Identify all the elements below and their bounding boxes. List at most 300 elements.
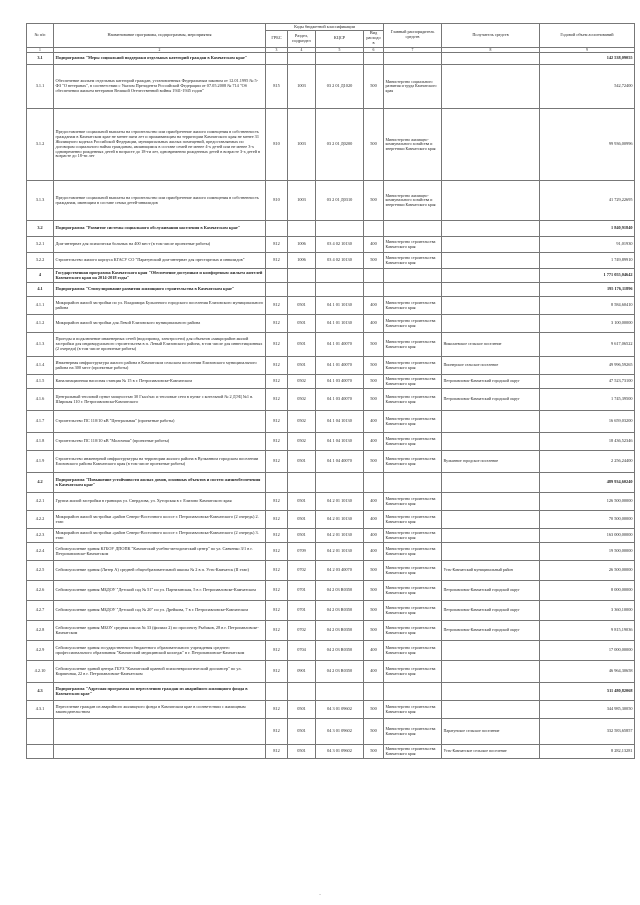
item-name: Сейсмоусиление зданий центра ГБУЗ "Камчатский краевой психоневрологический диспансер" по ул. Кирпичная, 22 в г. Петропавловске-Камчатском: [54, 661, 266, 683]
kcsr-code: 04 3 01 09602: [316, 719, 364, 745]
section-code: [288, 269, 316, 283]
expense-type-code: 400: [364, 433, 384, 451]
item-name: Сейсмоусиление здания КГБОУ ДПОПК "Камчатский учебно-методический центр" по ул. Савченко 3/1 в г. Петропавловске-Камчатском: [54, 543, 266, 561]
table-row: [27, 641, 635, 661]
section-code: 0702: [288, 621, 316, 641]
column-number: 6: [364, 47, 384, 52]
allocation-volume: 26 500,00000: [540, 561, 635, 581]
main-administrator: Министерство строительства Камчатского края: [384, 621, 442, 641]
grbs-code: 812: [266, 661, 288, 683]
row-number: 3.2.2: [27, 253, 54, 269]
item-name: Центральный тепловой пункт мощностью 30 Гкал/час и тепловые сети в пункт с котельной № 2 ДЭЦ №1 в. Широкая 110 г. Петропавловска-Камчатского: [54, 389, 266, 411]
main-administrator: Министерство социального развития и труда Камчатского края: [384, 65, 442, 109]
recipient: [442, 315, 540, 333]
main-administrator: Министерство строительства Камчатского края: [384, 237, 442, 253]
main-administrator: Министерство жилищно-коммунального хозяйства и энергетики Камчатского края: [384, 109, 442, 181]
recipient: [442, 411, 540, 433]
expense-type-code: 400: [364, 411, 384, 433]
item-name: [54, 719, 266, 745]
section-code: 1006: [288, 237, 316, 253]
main-administrator: Министерство строительства Камчатского края: [384, 433, 442, 451]
recipient: [442, 543, 540, 561]
table-row: [27, 511, 635, 529]
header-codes-group: Коды бюджетной классификации: [266, 24, 384, 31]
main-administrator: [384, 221, 442, 237]
section-code: [288, 283, 316, 297]
header-kcsr: КЦСР: [316, 30, 364, 47]
allocation-volume: 47 523,73100: [540, 375, 635, 389]
table-row: [27, 621, 635, 641]
allocation-volume: 91,01930: [540, 237, 635, 253]
table-row: [27, 719, 635, 745]
table-row: [27, 473, 635, 493]
recipient: [442, 661, 540, 683]
expense-type-code: 400: [364, 511, 384, 529]
allocation-volume: 8 584,60410: [540, 297, 635, 315]
section-code: [288, 683, 316, 701]
expense-type-code: 400: [364, 493, 384, 511]
main-administrator: Министерство строительства Камчатского края: [384, 297, 442, 315]
section-code: 0702: [288, 561, 316, 581]
expense-type-code: 400: [364, 543, 384, 561]
grbs-code: [266, 473, 288, 493]
grbs-code: 810: [266, 181, 288, 221]
kcsr-code: 03 4 02 10130: [316, 237, 364, 253]
kcsr-code: 04 3 01 09602: [316, 745, 364, 759]
table-row: [27, 451, 635, 473]
section-code: 1003: [288, 181, 316, 221]
allocation-volume: 9 815,19036: [540, 621, 635, 641]
row-number: 4.2.9: [27, 641, 54, 661]
recipient: [442, 511, 540, 529]
grbs-code: 812: [266, 375, 288, 389]
item-name: Подпрограмма "Стимулирование развития жилищного строительства в Камчатском крае": [54, 283, 266, 297]
kcsr-code: 03 2 01 Д0200: [316, 109, 364, 181]
item-name: Подпрограмма "Повышение устойчивости жилых домов, основных объектов и систем жизнеобеспечения в Камчатском крае": [54, 473, 266, 493]
recipient: Петропавловск-Камчатский городской округ: [442, 601, 540, 621]
row-number: 4.1.2: [27, 315, 54, 333]
allocation-volume: 3 360,10000: [540, 601, 635, 621]
item-name: Микрорайон жилой застройки для Левой Елизовского муниципального района: [54, 315, 266, 333]
expense-type-code: 500: [364, 65, 384, 109]
recipient: Усть-Камчатский муниципальный район: [442, 561, 540, 581]
expense-type-code: [364, 221, 384, 237]
grbs-code: 812: [266, 745, 288, 759]
recipient: Петропавловск-Камчатский городской округ: [442, 621, 540, 641]
grbs-code: 812: [266, 581, 288, 601]
recipient: Пионерское сельское поселение: [442, 357, 540, 375]
expense-type-code: 400: [364, 297, 384, 315]
item-name: Переселение граждан из аварийного жилищного фонда в Камчатском крае в соответствии с жилищным законодательством: [54, 701, 266, 719]
main-administrator: Министерство строительства Камчатского края: [384, 357, 442, 375]
item-name: Подпрограмма "Развитие системы социального обслуживания населения в Камчатском крае": [54, 221, 266, 237]
expense-type-code: 500: [364, 109, 384, 181]
table-row: [27, 65, 635, 109]
kcsr-code: 04 2 03 R0350: [316, 581, 364, 601]
header-num: № п/п: [27, 24, 54, 48]
row-number: 4.2.4: [27, 543, 54, 561]
expense-type-code: 500: [364, 333, 384, 357]
allocation-volume: 99 936,00996: [540, 109, 635, 181]
main-administrator: [384, 53, 442, 65]
expense-type-code: 500: [364, 389, 384, 411]
main-administrator: Министерство жилищно-коммунального хозяйства и энергетики Камчатского края: [384, 181, 442, 221]
main-administrator: Министерство строительства Камчатского края: [384, 701, 442, 719]
table-row: [27, 333, 635, 357]
expense-type-code: [364, 473, 384, 493]
section-code: 0501: [288, 315, 316, 333]
allocation-volume: 46 964,30658: [540, 661, 635, 683]
item-name: Сейсмоусиление здания МБОУ средняя школа № 33 (филиал 2) по проспекту Рыбаков, 28 в г. Петропавловске-Камчатском: [54, 621, 266, 641]
allocation-volume: 41 729,22695: [540, 181, 635, 221]
section-code: 0901: [288, 661, 316, 683]
table-row: [27, 543, 635, 561]
table-row: [27, 181, 635, 221]
row-number: 4.1.3: [27, 333, 54, 357]
item-name: Строительство ПС 110/10 кВ "Молочная" (проектные работы): [54, 433, 266, 451]
main-administrator: Министерство строительства Камчатского края: [384, 581, 442, 601]
recipient: [442, 433, 540, 451]
recipient: Петропавловск-Камчатский городской округ: [442, 375, 540, 389]
section-code: 0501: [288, 529, 316, 543]
kcsr-code: 04 1 03 40070: [316, 389, 364, 411]
recipient: Усть-Камчатское сельское поселение: [442, 745, 540, 759]
kcsr-code: 04 1 04 40070: [316, 451, 364, 473]
table-row: [27, 253, 635, 269]
item-name: Предоставление социальной выплаты на строительство или приобретение жилого помещения в собственность гражданам, имеющим в составе семьи детей-инвалидов: [54, 181, 266, 221]
row-number: 4: [27, 269, 54, 283]
kcsr-code: 04 2 03 R0350: [316, 661, 364, 683]
column-number: 4: [288, 47, 316, 52]
grbs-code: 812: [266, 297, 288, 315]
grbs-code: 812: [266, 543, 288, 561]
item-name: Микрорайон жилой застройки по ул. Владимира Бульонного городского поселения Елизовского муниципального района: [54, 297, 266, 315]
allocation-volume: 8 000,00000: [540, 581, 635, 601]
table-row: [27, 389, 635, 411]
expense-type-code: [364, 269, 384, 283]
section-code: [288, 221, 316, 237]
recipient: Петропавловск-Камчатский городской округ: [442, 389, 540, 411]
grbs-code: 812: [266, 433, 288, 451]
row-number: 4.2.8: [27, 621, 54, 641]
allocation-volume: 489 934,60240: [540, 473, 635, 493]
allocation-volume: 17 000,00000: [540, 641, 635, 661]
kcsr-code: 04 1 01 40070: [316, 333, 364, 357]
item-name: Микрорайон жилой застройки «район Северо-Восточного шоссе г. Петропавловска-Камчатского (2 очередь) 3. этап: [54, 529, 266, 543]
expense-type-code: 500: [364, 581, 384, 601]
recipient: [442, 269, 540, 283]
allocation-volume: 163 000,00000: [540, 529, 635, 543]
grbs-code: 812: [266, 719, 288, 745]
kcsr-code: 03 2 01 Д1020: [316, 65, 364, 109]
table-row: [27, 53, 635, 65]
section-code: 0501: [288, 719, 316, 745]
expense-type-code: 400: [364, 641, 384, 661]
header-vr: Вид расходов: [364, 30, 384, 47]
row-number: 4.1.8: [27, 433, 54, 451]
grbs-code: 812: [266, 253, 288, 269]
recipient: [442, 283, 540, 297]
section-code: 0501: [288, 511, 316, 529]
grbs-code: 812: [266, 529, 288, 543]
kcsr-code: [316, 283, 364, 297]
recipient: [442, 253, 540, 269]
recipient: [442, 237, 540, 253]
row-number: 4.1.4: [27, 357, 54, 375]
kcsr-code: 04 3 01 09602: [316, 701, 364, 719]
recipient: [442, 297, 540, 315]
expense-type-code: [364, 283, 384, 297]
main-administrator: Министерство строительства Камчатского края: [384, 411, 442, 433]
expense-type-code: 500: [364, 745, 384, 759]
row-number: 4.2.6: [27, 581, 54, 601]
allocation-volume: 49 996,59265: [540, 357, 635, 375]
item-name: Проезды и подключение инженерных сетей (водопровод, электросети) для объектов «микрорайон жилой застройки для индивидуального строительства в п. Левый Елизовского района, в том числе для инвестиционных (2 очереди) (в том числе проектные работы): [54, 333, 266, 357]
row-number: 4.2: [27, 473, 54, 493]
item-name: Предоставление социальной выплаты на строительство или приобретение жилого помещения в собственность гражданам в Камчатском крае не менее пяти лет и проживающим на территории Камчатского края не менее 31 Жилищного кодекса Российской Федерации, муниципальных жилых помещений, предоставляемых по договорам социального найма гражданам, являющимся в составе семей не менее 4-х детей или не менее 3-х одновременно рожденных детей в возрасте до 18-ти лет, одновременно рожденных детей в возрасте 3-х детей в возрасте до 18-ти лет: [54, 109, 266, 181]
row-number: [27, 719, 54, 745]
page-number: -: [319, 892, 321, 897]
expense-type-code: [364, 683, 384, 701]
grbs-code: 812: [266, 237, 288, 253]
kcsr-code: 04 1 01 40070: [316, 357, 364, 375]
allocation-volume: 195 176,11896: [540, 283, 635, 297]
allocation-volume: 70 500,00000: [540, 511, 635, 529]
recipient: Петропавловск-Камчатский городской округ: [442, 581, 540, 601]
header-rzpr: Раздел, подраздел: [288, 30, 316, 47]
recipient: [442, 529, 540, 543]
column-number: 8: [442, 47, 540, 52]
kcsr-code: [316, 473, 364, 493]
expense-type-code: 500: [364, 561, 384, 581]
table-row: [27, 661, 635, 683]
kcsr-code: 04 1 01 10130: [316, 315, 364, 333]
section-code: 0709: [288, 543, 316, 561]
item-name: Подпрограмма "Адресная программа по переселению граждан из аварийного жилищного фонда в Камчатском крае": [54, 683, 266, 701]
allocation-volume: 1 771 055,04642: [540, 269, 635, 283]
table-row: [27, 529, 635, 543]
kcsr-code: 04 2 03 R0350: [316, 601, 364, 621]
item-name: Сейсмоусиление здания (Литер А) средней общеобразовательной школы № 2 в п. Усть-Камчатск (II этап): [54, 561, 266, 581]
kcsr-code: 04 2 03 R0350: [316, 621, 364, 641]
allocation-volume: 332 583,65857: [540, 719, 635, 745]
main-administrator: Министерство строительства Камчатского края: [384, 543, 442, 561]
kcsr-code: [316, 221, 364, 237]
recipient: [442, 221, 540, 237]
main-administrator: Министерство строительства Камчатского края: [384, 253, 442, 269]
table-row: [27, 297, 635, 315]
main-administrator: [384, 283, 442, 297]
section-code: 0501: [288, 451, 316, 473]
row-number: 4.1: [27, 283, 54, 297]
item-name: Сейсмоусиление здания МБДОУ "Детский сад № 51" по ул. Партизанская, 5 в г. Петропавловске-Камчатском: [54, 581, 266, 601]
grbs-code: 812: [266, 621, 288, 641]
allocation-volume: 1 749,89910: [540, 253, 635, 269]
table-row: [27, 561, 635, 581]
kcsr-code: 04 1 04 10130: [316, 411, 364, 433]
expense-type-code: 400: [364, 529, 384, 543]
recipient: Паратунское сельское поселение: [442, 719, 540, 745]
section-code: 0501: [288, 297, 316, 315]
allocation-volume: 542,72400: [540, 65, 635, 109]
section-code: 0501: [288, 357, 316, 375]
item-name: Строительство ПС 110/10 кВ "Центральная" (проектные работы): [54, 411, 266, 433]
kcsr-code: 04 2 01 10130: [316, 529, 364, 543]
recipient: [442, 473, 540, 493]
section-code: 1003: [288, 109, 316, 181]
allocation-volume: 1 840,91840: [540, 221, 635, 237]
table-body: [27, 53, 635, 759]
row-number: 4.2.7: [27, 601, 54, 621]
main-administrator: Министерство строительства Камчатского края: [384, 661, 442, 683]
table-row: [27, 701, 635, 719]
section-code: 0501: [288, 701, 316, 719]
row-number: 4.3: [27, 683, 54, 701]
item-name: Канализационная насосная станция № 15 в г. Петропавловске-Камчатском: [54, 375, 266, 389]
table-row: [27, 357, 635, 375]
item-name: Дом-интернат для психически больных на 400 мест (в том числе проектные работы): [54, 237, 266, 253]
table-row: [27, 601, 635, 621]
main-administrator: Министерство строительства Камчатского края: [384, 601, 442, 621]
header-row-top: [27, 24, 635, 31]
expense-type-code: 500: [364, 601, 384, 621]
section-code: 0501: [288, 493, 316, 511]
expense-type-code: 500: [364, 701, 384, 719]
kcsr-code: 04 2 03 40070: [316, 561, 364, 581]
allocation-volume: 18 436,52346: [540, 433, 635, 451]
recipient: [442, 701, 540, 719]
section-code: 0501: [288, 333, 316, 357]
main-administrator: Министерство строительства Камчатского края: [384, 375, 442, 389]
kcsr-code: 04 1 03 40070: [316, 375, 364, 389]
item-name: Обеспечение жильем отдельных категорий граждан, установленных Федеральным законом от 12.01.1995 № 5-ФЗ "О ветеранах", в соответствии с Указом Президента Российской Федерации от 07.05.2008 № 714 "Об обеспечении жильем ветеранов Великой Отечественной войны 1941-1945 годов": [54, 65, 266, 109]
column-number: 1: [27, 47, 54, 52]
allocation-volume: 2 256,24400: [540, 451, 635, 473]
main-administrator: Министерство строительства Камчатского края: [384, 333, 442, 357]
kcsr-code: [316, 683, 364, 701]
main-administrator: Министерство строительства Камчатского края: [384, 641, 442, 661]
header-volume: Годовой объем ассигнований: [540, 24, 635, 48]
grbs-code: 812: [266, 333, 288, 357]
column-number: 9: [540, 47, 635, 52]
item-name: Строительство инженерной инфраструктуры на территории жилого района в Вулканном городском поселении Елизовского района Камчатского края (в том числе проектные работы): [54, 451, 266, 473]
row-number: 3.1.1: [27, 65, 54, 109]
row-number: 4.3.1: [27, 701, 54, 719]
kcsr-code: 03 4 02 10130: [316, 253, 364, 269]
item-name: Инженерная инфраструктура жилого района в Камчатском сельском поселении Елизовского муниципального района на 300 мест (проектные работы): [54, 357, 266, 375]
table-row: [27, 221, 635, 237]
grbs-code: 812: [266, 561, 288, 581]
table-row: [27, 745, 635, 759]
expense-type-code: 400: [364, 661, 384, 683]
grbs-code: [266, 683, 288, 701]
section-code: 0502: [288, 433, 316, 451]
section-code: 0502: [288, 411, 316, 433]
kcsr-code: 04 2 01 10130: [316, 493, 364, 511]
allocation-volume: 16 659,03200: [540, 411, 635, 433]
allocation-volume: 344 985,30050: [540, 701, 635, 719]
main-administrator: Министерство строительства Камчатского края: [384, 389, 442, 411]
expense-type-code: 500: [364, 719, 384, 745]
main-administrator: Министерство строительства Камчатского края: [384, 745, 442, 759]
row-number: 4.1.1: [27, 297, 54, 315]
table-row: [27, 109, 635, 181]
grbs-code: 810: [266, 109, 288, 181]
table-row: [27, 411, 635, 433]
main-administrator: Министерство строительства Камчатского края: [384, 561, 442, 581]
expense-type-code: 500: [364, 253, 384, 269]
allocation-volume: 9 617,06522: [540, 333, 635, 357]
recipient: Николаевское сельское поселение: [442, 333, 540, 357]
grbs-code: [266, 53, 288, 65]
recipient: [442, 65, 540, 109]
main-administrator: [384, 473, 442, 493]
main-administrator: [384, 269, 442, 283]
main-administrator: Министерство строительства Камчатского края: [384, 529, 442, 543]
expense-type-code: 500: [364, 375, 384, 389]
grbs-code: 812: [266, 451, 288, 473]
section-code: 0701: [288, 601, 316, 621]
recipient: [442, 53, 540, 65]
main-administrator: [384, 683, 442, 701]
grbs-code: 812: [266, 357, 288, 375]
kcsr-code: 04 2 03 R0350: [316, 641, 364, 661]
grbs-code: [266, 269, 288, 283]
kcsr-code: 04 1 01 10130: [316, 297, 364, 315]
section-code: 0502: [288, 389, 316, 411]
row-number: 4.2.1: [27, 493, 54, 511]
section-code: 0502: [288, 375, 316, 389]
recipient: [442, 181, 540, 221]
section-code: 0704: [288, 641, 316, 661]
item-name: Строительство жилого корпуса КГАСУ СО "Паратунский дом-интернат для престарелых и инвалидов": [54, 253, 266, 269]
recipient: [442, 683, 540, 701]
row-number: 4.2.10: [27, 661, 54, 683]
row-number: 4.1.9: [27, 451, 54, 473]
expense-type-code: 500: [364, 451, 384, 473]
allocation-volume: 142 538,09055: [540, 53, 635, 65]
item-name: Государственная программа Камчатского края "Обеспечение доступным и комфортным жильем жителей Камчатского края на 2014-2018 годы": [54, 269, 266, 283]
section-code: 1003: [288, 65, 316, 109]
main-administrator: Министерство строительства Камчатского края: [384, 451, 442, 473]
recipient: [442, 493, 540, 511]
section-code: 0501: [288, 745, 316, 759]
budget-table: [26, 23, 635, 759]
item-name: Микрорайон жилой застройки «район Северо-Восточного шоссе г. Петропавловска-Камчатского (2 очередь) 2. этап: [54, 511, 266, 529]
grbs-code: 815: [266, 65, 288, 109]
grbs-code: [266, 221, 288, 237]
grbs-code: 812: [266, 493, 288, 511]
section-code: [288, 473, 316, 493]
row-number: 4.2.3: [27, 529, 54, 543]
allocation-volume: 3 100,00000: [540, 315, 635, 333]
grbs-code: 812: [266, 315, 288, 333]
grbs-code: [266, 283, 288, 297]
expense-type-code: 500: [364, 181, 384, 221]
recipient: Вулканное городское поселение: [442, 451, 540, 473]
row-number: 3.2: [27, 221, 54, 237]
table-row: [27, 433, 635, 451]
row-number: 3.1.3: [27, 181, 54, 221]
allocation-volume: 511 480,82068: [540, 683, 635, 701]
row-number: [27, 745, 54, 759]
column-number: 2: [54, 47, 266, 52]
item-name: Подпрограмма "Меры социальной поддержки отдельных категорий граждан в Камчатском крае": [54, 53, 266, 65]
row-number: 4.1.6: [27, 389, 54, 411]
table-row: [27, 237, 635, 253]
main-administrator: Министерство строительства Камчатского края: [384, 315, 442, 333]
recipient: [442, 641, 540, 661]
